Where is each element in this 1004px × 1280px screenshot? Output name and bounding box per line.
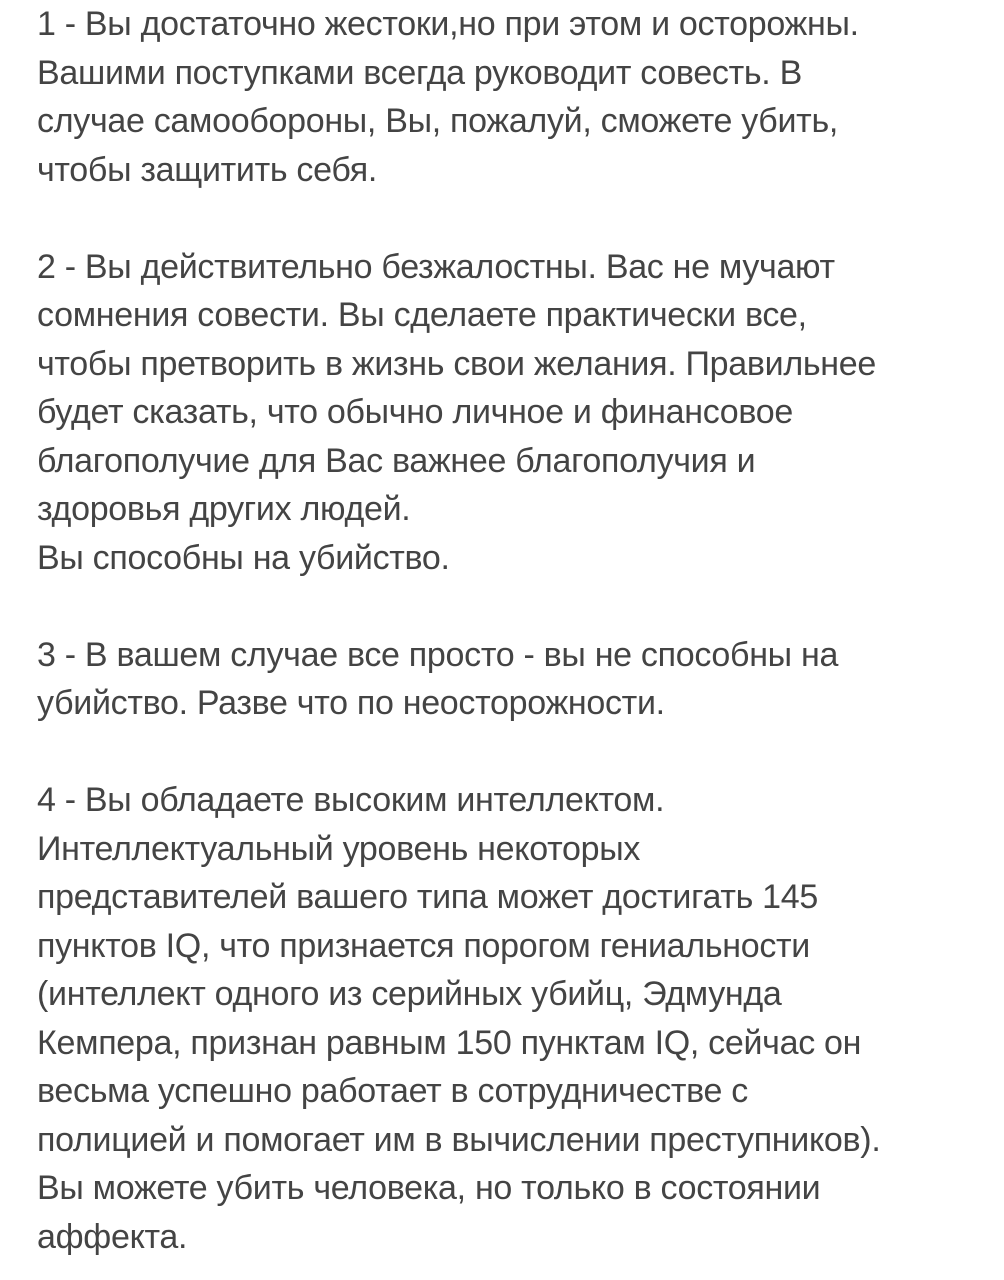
- document-body: [37, 0, 987, 1261]
- text-line: 4 - Вы обладаете высоким интеллектом.: [37, 781, 665, 819]
- text-line: чтобы претворить в жизнь свои желания. Правильнее: [37, 344, 876, 383]
- text-line: аффекта.: [37, 1217, 188, 1256]
- paragraph-4: [37, 776, 987, 1261]
- text-line: Вы можете убить человека, но только в состоянии: [37, 1169, 821, 1207]
- paragraph-2: [37, 243, 987, 583]
- text-line: пунктов IQ, что признается порогом гениальности: [37, 926, 810, 965]
- text-line: 2 - Вы действительно безжалостны. Вас не мучают: [37, 247, 835, 286]
- text-line: случае самообороны, Вы, пожалуй, сможете убить,: [37, 102, 839, 140]
- text-line: чтобы защитить себя.: [37, 150, 378, 189]
- text-line: будет сказать, что обычно личное и финансовое: [37, 393, 793, 431]
- text-line: Кемпера, признан равным 150 пунктам IQ, сейчас он: [37, 1023, 862, 1062]
- text-line: Вашими поступками всегда руководит совесть. В: [37, 53, 802, 92]
- paragraph-1: [37, 0, 987, 194]
- text-line: Интеллектуальный уровень некоторых: [37, 829, 641, 868]
- text-line: здоровья других людей.: [37, 490, 411, 528]
- text-line: 3 - В вашем случае все просто - вы не способны на: [37, 635, 839, 674]
- text-line: (интеллект одного из серийных убийц, Эдмунда: [37, 975, 782, 1013]
- text-line: сомнения совести. Вы сделаете практически все,: [37, 296, 807, 334]
- text-line: 1 - Вы достаточно жестоки,но при этом и осторожны.: [37, 5, 859, 43]
- text-line: представителей вашего типа может достигать 145: [37, 878, 818, 916]
- text-line: Вы способны на убийство.: [37, 538, 450, 577]
- text-line: убийство. Разве что по неосторожности.: [37, 684, 665, 722]
- paragraph-3: [37, 631, 987, 728]
- text-line: благополучие для Вас важнее благополучия и: [37, 441, 756, 480]
- text-line: полицией и помогает им в вычислении преступников).: [37, 1120, 881, 1159]
- text-line: весьма успешно работает в сотрудничестве с: [37, 1072, 748, 1110]
